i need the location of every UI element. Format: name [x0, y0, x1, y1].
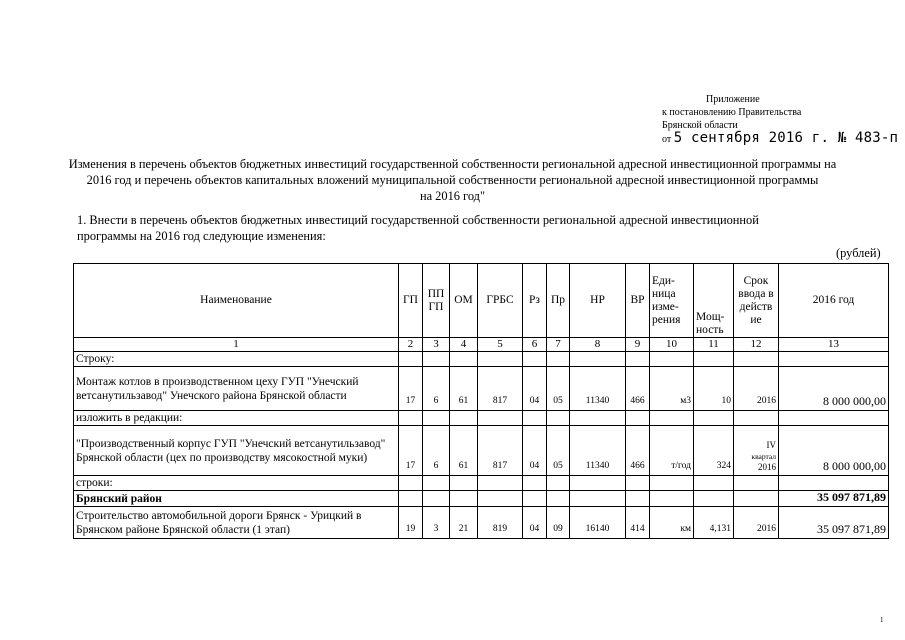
header-grbs: ГРБС [478, 264, 523, 338]
section-row [74, 352, 889, 367]
column-number: 2 [399, 338, 423, 352]
appendix-date-stamp: 5 сентября 2016 г. № 483-п [673, 130, 899, 146]
cell-grbs: 819 [478, 507, 523, 539]
cell-vr: 466 [626, 426, 650, 476]
table-header-row [74, 264, 889, 338]
cell-term [734, 426, 779, 476]
term-quarter-number: IV [766, 440, 776, 450]
header-rz: Рз [523, 264, 547, 338]
header-nr: НР [570, 264, 626, 338]
column-number: 6 [523, 338, 547, 352]
column-number: 11 [694, 338, 734, 352]
cell-om: 21 [450, 507, 478, 539]
section-label: строки: [74, 476, 399, 491]
cell-gp: 17 [399, 426, 423, 476]
column-number: 10 [650, 338, 694, 352]
cell-term: 2016 [734, 367, 779, 411]
cell-capacity: 10 [694, 367, 734, 411]
cell-pr: 09 [547, 507, 570, 539]
cell-amount: 35 097 871,89 [779, 507, 889, 539]
cell-grbs: 817 [478, 367, 523, 411]
cell-grbs: 817 [478, 426, 523, 476]
object-name: "Производственный корпус ГУП "Унечский ветсанутильзавод" Брянской области (цех по производству мясокостной муки) [74, 426, 399, 476]
intro-paragraph-line: программы на 2016 год следующие изменения: [77, 229, 326, 243]
section-row [74, 476, 889, 491]
table-row [74, 426, 889, 476]
cell-capacity: 324 [694, 426, 734, 476]
district-amount: 35 097 871,89 [779, 491, 889, 507]
appendix-decree-line: к постановлению Правительства [662, 107, 802, 118]
district-row [74, 491, 889, 507]
cell-gp: 17 [399, 367, 423, 411]
cell-unit: м3 [650, 367, 694, 411]
table-row [74, 507, 889, 539]
document-title-line: на 2016 год" [419, 189, 486, 203]
cell-nr: 11340 [570, 367, 626, 411]
column-number: 3 [423, 338, 450, 352]
cell-term: 2016 [734, 507, 779, 539]
column-numbers-row [74, 338, 889, 352]
appendix-date-prefix: от [662, 134, 672, 145]
appendix-block [662, 93, 898, 146]
column-number: 9 [626, 338, 650, 352]
column-number: 1 [74, 338, 399, 352]
document-title [60, 156, 845, 204]
currency-note: (рублей) [836, 246, 881, 260]
header-pr: Пр [547, 264, 570, 338]
investment-table [73, 263, 889, 539]
cell-amount: 8 000 000,00 [779, 367, 889, 411]
cell-vr: 466 [626, 367, 650, 411]
cell-nr: 11340 [570, 426, 626, 476]
intro-paragraph-line: 1. Внести в перечень объектов бюджетных инвестиций государственной собственности региональной адресной инвестиционной [77, 213, 759, 227]
header-name: Наименование [74, 264, 399, 338]
section-label: Строку: [74, 352, 399, 367]
appendix-date-line [662, 132, 898, 146]
cell-pr: 05 [547, 367, 570, 411]
header-capacity: Мощ-ность [694, 264, 734, 338]
cell-ppgp: 3 [423, 507, 450, 539]
table-row [74, 367, 889, 411]
term-year: 2016 [758, 462, 776, 472]
cell-rz: 04 [523, 507, 547, 539]
section-label: изложить в редакции: [74, 411, 399, 426]
document-title-line: 2016 год и перечень объектов капитальных вложений муниципальной собственности региональной адресной инвестиционной программы [86, 173, 819, 187]
column-number: 8 [570, 338, 626, 352]
cell-rz: 04 [523, 426, 547, 476]
column-number: 4 [450, 338, 478, 352]
intro-paragraph [77, 212, 857, 244]
header-om: ОМ [450, 264, 478, 338]
header-year: 2016 год [779, 264, 889, 338]
cell-unit: т/год [650, 426, 694, 476]
cell-ppgp: 6 [423, 426, 450, 476]
cell-om: 61 [450, 367, 478, 411]
column-number: 12 [734, 338, 779, 352]
header-ppgp: ПП ГП [423, 264, 450, 338]
appendix-title: Приложение [706, 94, 760, 105]
header-gp: ГП [399, 264, 423, 338]
cell-rz: 04 [523, 367, 547, 411]
cell-unit: км [650, 507, 694, 539]
header-term: Срок ввода в действ ие [734, 264, 779, 338]
district-name: Брянский район [74, 491, 399, 507]
term-quarter-word: квартал [751, 452, 776, 461]
cell-pr: 05 [547, 426, 570, 476]
column-number: 5 [478, 338, 523, 352]
document-title-line: Изменения в перечень объектов бюджетных инвестиций государственной собственности региональной адресной инвестиционной программы на [68, 157, 837, 171]
cell-vr: 414 [626, 507, 650, 539]
section-row [74, 411, 889, 426]
cell-capacity: 4,131 [694, 507, 734, 539]
column-number: 7 [547, 338, 570, 352]
column-number: 13 [779, 338, 889, 352]
cell-ppgp: 6 [423, 367, 450, 411]
appendix-region-line: Брянской области [662, 120, 738, 131]
cell-om: 61 [450, 426, 478, 476]
object-name: Монтаж котлов в производственном цеху ГУП "Унечский ветсанутильзавод" Унечского района Брянской области [74, 367, 399, 411]
header-unit: Еди-ница изме-рения [650, 264, 694, 338]
cell-gp: 19 [399, 507, 423, 539]
object-name: Строительство автомобильной дороги Брянск - Урицкий в Брянском районе Брянской области (1 этап) [74, 507, 399, 539]
header-vr: ВР [626, 264, 650, 338]
cell-amount: 8 000 000,00 [779, 426, 889, 476]
page-number: 1 [880, 616, 884, 624]
cell-nr: 16140 [570, 507, 626, 539]
